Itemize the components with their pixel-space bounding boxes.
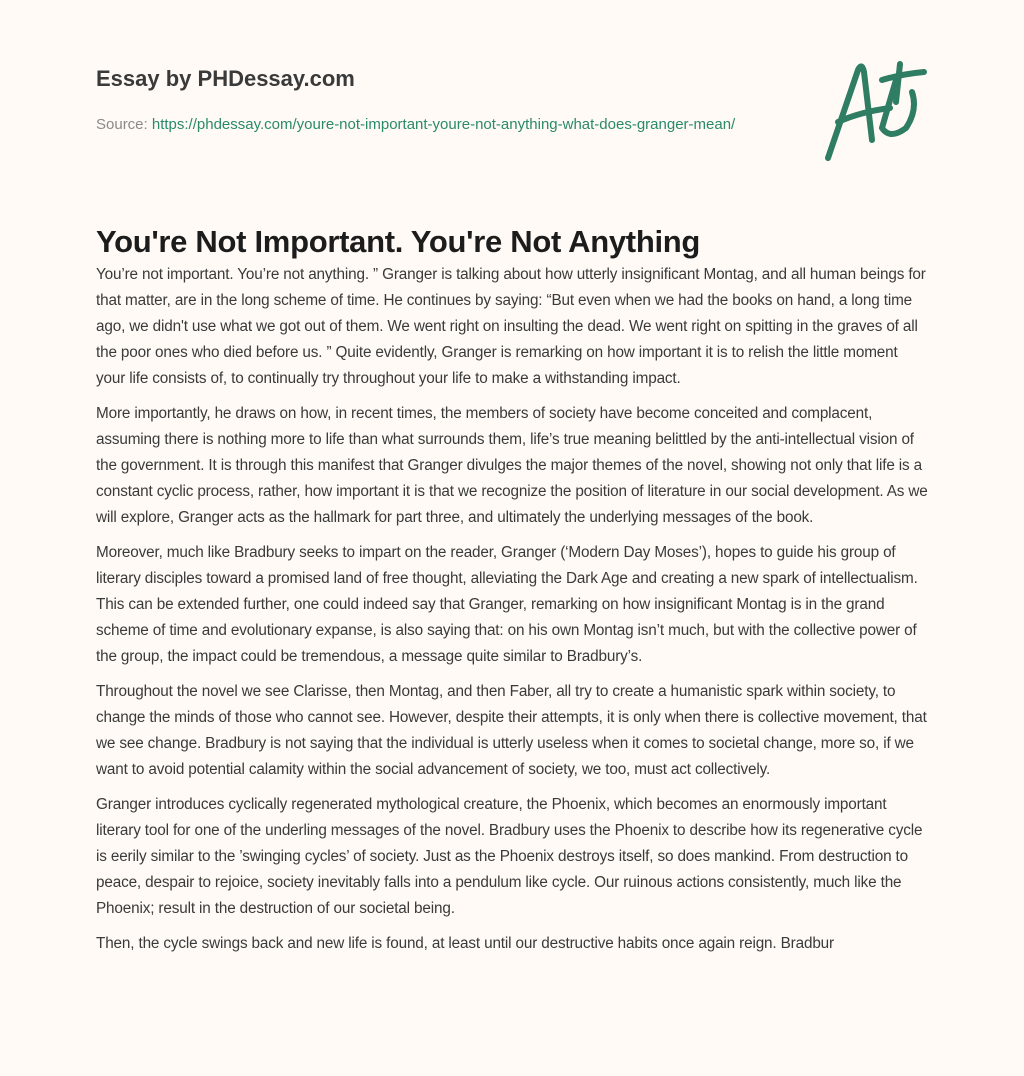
paragraph: Throughout the novel we see Clarisse, then Montag, and then Faber, all try to create a humanistic spark within society, to change the minds of those who cannot see. However, despite their attempts, it is only when there is collective movement, that we see change. Bradbury is not saying that the individual is utterly useless when it comes to societal change, more so, if we want to avoid potential calamity within the social advancement of society, we too, must act collectively. <box>96 683 927 778</box>
paragraph: Then, the cycle swings back and new life is found, at least until our destructive habits once again reign. Bradbur <box>96 935 834 952</box>
paragraph: Moreover, much like Bradbury seeks to impart on the reader, Granger (‘Modern Day Moses’), hopes to guide his group of literary disciples toward a promised land of free thought, alleviating the Dark Age and creating a new spark of intellectualism. This can be extended further, one could indeed say that Granger, remarking on how insignificant Montag is in the grand scheme of time and evolutionary expanse, is also saying that: on his own Montag isn’t much, but with the collective power of the group, the impact could be tremendous, a message quite similar to Bradbury’s. <box>96 544 918 665</box>
site-brand: Essay by PHDessay.com <box>96 66 355 91</box>
a-plus-logo-icon <box>820 40 930 165</box>
paragraph: Granger introduces cyclically regenerated mythological creature, the Phoenix, which becomes an enormously important literary tool for one of the underling messages of the novel. Bradbury uses the Phoenix to describe how its regenerative cycle is eerily similar to the ’swinging cycles’ of society. Just as the Phoenix destroys itself, so does mankind. From destruction to peace, despair to rejoice, society inevitably falls into a pendulum like cycle. Our ruinous actions consistently, much like the Phoenix; result in the destruction of our societal being. <box>96 796 923 917</box>
source-label: Source: <box>96 116 152 133</box>
paragraph: More importantly, he draws on how, in recent times, the members of society have become conceited and complacent, assuming there is nothing more to life than what surrounds them, life’s true meaning belittled by the anti-intellectual vision of the government. It is through this manifest that Granger divulges the major themes of the novel, showing not only that life is a constant cyclic process, rather, how important it is that we recognize the position of literature in our social development. As we will explore, Granger acts as the hallmark for part three, and ultimately the underlying messages of the book. <box>96 405 928 526</box>
source-link[interactable]: https://phdessay.com/youre-not-important-youre-not-anything-what-does-granger-mean/ <box>151 116 736 133</box>
essay-title: You're Not Important. You're Not Anything <box>96 224 701 259</box>
source-line <box>96 113 736 136</box>
paragraph: You’re not important. You’re not anything. ” Granger is talking about how utterly insignificant Montag, and all human beings for that matter, are in the long scheme of time. He continues by saying: “But even when we had the books on hand, a long time ago, we didn't use what we got out of them. We went right on insulting the dead. We went right on spitting in the graves of all the poor ones who died before us. ” Quite evidently, Granger is remarking on how important it is to relish the little moment your life consists of, to continually try throughout your life to make a withstanding impact. <box>96 266 926 387</box>
essay-body <box>96 262 930 966</box>
